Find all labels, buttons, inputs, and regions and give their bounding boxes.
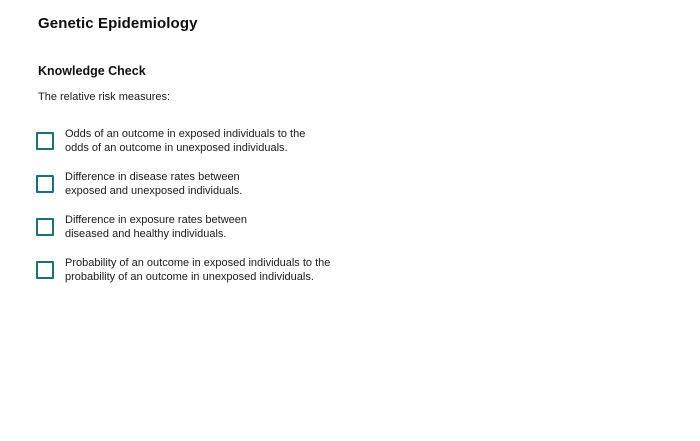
checkbox-4[interactable]: [36, 261, 54, 279]
answer-option-2-label[interactable]: Difference in disease rates between exposed and unexposed individuals.: [65, 171, 243, 197]
checkbox-1[interactable]: [36, 132, 54, 150]
page-title: Genetic Epidemiology: [38, 15, 198, 32]
answer-option-3[interactable]: [36, 213, 396, 241]
answer-options: [36, 127, 396, 299]
answer-option-1-label[interactable]: Odds of an outcome in exposed individuals to the odds of an outcome in unexposed individuals.: [65, 128, 306, 154]
answer-option-1[interactable]: [36, 127, 396, 155]
checkbox-3[interactable]: [36, 218, 54, 236]
answer-option-3-label[interactable]: Difference in exposure rates between diseased and healthy individuals.: [65, 214, 248, 240]
answer-option-2[interactable]: [36, 170, 396, 198]
answer-option-4-label[interactable]: Probability of an outcome in exposed individuals to the probability of an outcome in unexposed individuals.: [65, 257, 331, 283]
checkbox-2[interactable]: [36, 175, 54, 193]
section-title: Knowledge Check: [38, 64, 146, 78]
question-text: The relative risk measures:: [38, 91, 171, 103]
answer-option-4[interactable]: [36, 256, 396, 284]
